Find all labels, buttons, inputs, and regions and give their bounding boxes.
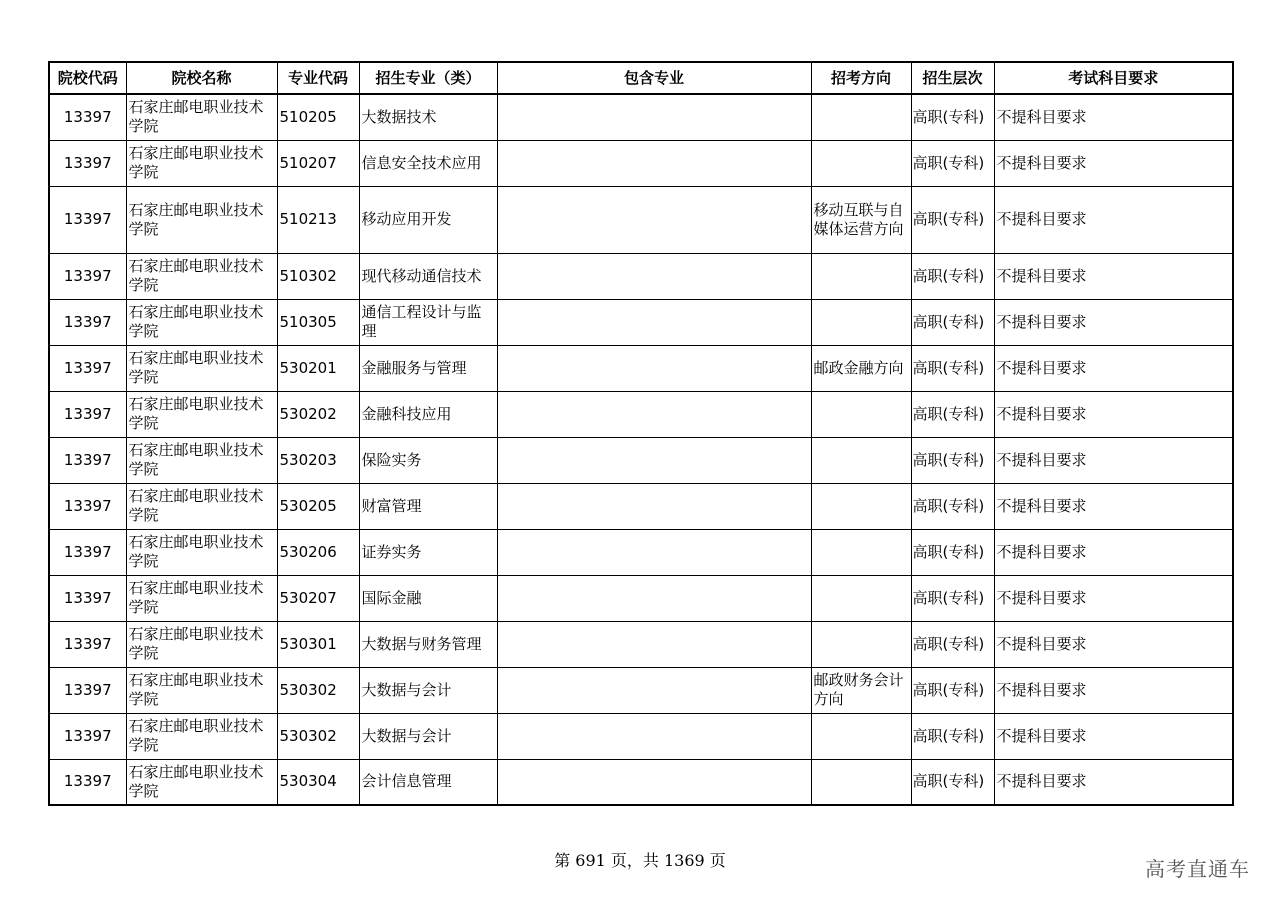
cell-major-code: 510302 <box>277 253 359 299</box>
table-row <box>49 759 1233 805</box>
cell-exam-requirement: 不提科目要求 <box>994 713 1233 759</box>
table-row <box>49 621 1233 667</box>
cell-school-name: 石家庄邮电职业技术学院 <box>126 253 277 299</box>
cell-school-name: 石家庄邮电职业技术学院 <box>126 713 277 759</box>
cell-exam-requirement: 不提科目要求 <box>994 186 1233 253</box>
header-school-code: 院校代码 <box>49 62 126 94</box>
cell-included-majors <box>497 299 811 345</box>
cell-exam-requirement: 不提科目要求 <box>994 529 1233 575</box>
cell-direction <box>811 483 911 529</box>
cell-major: 大数据技术 <box>359 94 497 140</box>
cell-major: 信息安全技术应用 <box>359 140 497 186</box>
cell-school-name: 石家庄邮电职业技术学院 <box>126 759 277 805</box>
cell-school-name: 石家庄邮电职业技术学院 <box>126 94 277 140</box>
table-row <box>49 253 1233 299</box>
cell-level: 高职(专科) <box>911 299 994 345</box>
table-row <box>49 186 1233 253</box>
cell-major: 大数据与会计 <box>359 713 497 759</box>
header-school-name: 院校名称 <box>126 62 277 94</box>
cell-exam-requirement: 不提科目要求 <box>994 391 1233 437</box>
cell-major-code: 510213 <box>277 186 359 253</box>
cell-exam-requirement: 不提科目要求 <box>994 621 1233 667</box>
table-row <box>49 299 1233 345</box>
cell-school-code: 13397 <box>49 299 126 345</box>
cell-school-code: 13397 <box>49 94 126 140</box>
table-row <box>49 345 1233 391</box>
cell-major: 移动应用开发 <box>359 186 497 253</box>
cell-included-majors <box>497 437 811 483</box>
cell-direction: 邮政金融方向 <box>811 345 911 391</box>
cell-school-name: 石家庄邮电职业技术学院 <box>126 140 277 186</box>
cell-school-name: 石家庄邮电职业技术学院 <box>126 667 277 713</box>
cell-included-majors <box>497 186 811 253</box>
cell-exam-requirement: 不提科目要求 <box>994 667 1233 713</box>
admissions-table <box>48 61 1234 806</box>
cell-major: 会计信息管理 <box>359 759 497 805</box>
cell-school-code: 13397 <box>49 140 126 186</box>
cell-included-majors <box>497 253 811 299</box>
cell-level: 高职(专科) <box>911 345 994 391</box>
cell-major: 大数据与财务管理 <box>359 621 497 667</box>
cell-included-majors <box>497 94 811 140</box>
cell-direction: 移动互联与自媒体运营方向 <box>811 186 911 253</box>
cell-major-code: 530302 <box>277 713 359 759</box>
cell-level: 高职(专科) <box>911 391 994 437</box>
cell-direction <box>811 140 911 186</box>
cell-school-name: 石家庄邮电职业技术学院 <box>126 345 277 391</box>
cell-level: 高职(专科) <box>911 529 994 575</box>
cell-school-name: 石家庄邮电职业技术学院 <box>126 621 277 667</box>
header-exam-requirement: 考试科目要求 <box>994 62 1233 94</box>
cell-included-majors <box>497 391 811 437</box>
cell-school-code: 13397 <box>49 391 126 437</box>
cell-major: 金融科技应用 <box>359 391 497 437</box>
cell-major-code: 530203 <box>277 437 359 483</box>
table-row <box>49 575 1233 621</box>
cell-school-code: 13397 <box>49 759 126 805</box>
cell-major: 现代移动通信技术 <box>359 253 497 299</box>
cell-school-code: 13397 <box>49 575 126 621</box>
cell-level: 高职(专科) <box>911 667 994 713</box>
cell-school-code: 13397 <box>49 345 126 391</box>
cell-school-code: 13397 <box>49 483 126 529</box>
watermark: 高考直通车 <box>1145 857 1250 881</box>
cell-level: 高职(专科) <box>911 186 994 253</box>
cell-major: 通信工程设计与监理 <box>359 299 497 345</box>
page-number: 第 691 页，共 1369 页 <box>554 851 726 870</box>
header-major: 招生专业（类） <box>359 62 497 94</box>
cell-major: 国际金融 <box>359 575 497 621</box>
cell-direction <box>811 529 911 575</box>
cell-school-name: 石家庄邮电职业技术学院 <box>126 299 277 345</box>
cell-major: 财富管理 <box>359 483 497 529</box>
cell-school-code: 13397 <box>49 713 126 759</box>
cell-major: 金融服务与管理 <box>359 345 497 391</box>
cell-exam-requirement: 不提科目要求 <box>994 345 1233 391</box>
table-row <box>49 94 1233 140</box>
cell-exam-requirement: 不提科目要求 <box>994 94 1233 140</box>
cell-major-code: 510207 <box>277 140 359 186</box>
cell-exam-requirement: 不提科目要求 <box>994 759 1233 805</box>
header-included-majors: 包含专业 <box>497 62 811 94</box>
cell-level: 高职(专科) <box>911 140 994 186</box>
cell-school-code: 13397 <box>49 253 126 299</box>
cell-school-name: 石家庄邮电职业技术学院 <box>126 529 277 575</box>
cell-included-majors <box>497 483 811 529</box>
cell-direction <box>811 575 911 621</box>
cell-school-code: 13397 <box>49 437 126 483</box>
cell-school-code: 13397 <box>49 621 126 667</box>
cell-level: 高职(专科) <box>911 759 994 805</box>
cell-major: 证券实务 <box>359 529 497 575</box>
cell-level: 高职(专科) <box>911 713 994 759</box>
table-row <box>49 483 1233 529</box>
cell-direction <box>811 621 911 667</box>
cell-direction: 邮政财务会计方向 <box>811 667 911 713</box>
cell-school-name: 石家庄邮电职业技术学院 <box>126 391 277 437</box>
cell-exam-requirement: 不提科目要求 <box>994 140 1233 186</box>
cell-level: 高职(专科) <box>911 253 994 299</box>
header-major-code: 专业代码 <box>277 62 359 94</box>
cell-level: 高职(专科) <box>911 575 994 621</box>
cell-level: 高职(专科) <box>911 94 994 140</box>
cell-included-majors <box>497 621 811 667</box>
header-level: 招生层次 <box>911 62 994 94</box>
cell-school-code: 13397 <box>49 667 126 713</box>
cell-major-code: 530304 <box>277 759 359 805</box>
header-direction: 招考方向 <box>811 62 911 94</box>
cell-school-code: 13397 <box>49 186 126 253</box>
table-row <box>49 140 1233 186</box>
cell-school-code: 13397 <box>49 529 126 575</box>
table-row <box>49 529 1233 575</box>
cell-major-code: 530207 <box>277 575 359 621</box>
cell-direction <box>811 759 911 805</box>
cell-school-name: 石家庄邮电职业技术学院 <box>126 437 277 483</box>
cell-major: 保险实务 <box>359 437 497 483</box>
cell-exam-requirement: 不提科目要求 <box>994 253 1233 299</box>
cell-exam-requirement: 不提科目要求 <box>994 483 1233 529</box>
cell-included-majors <box>497 529 811 575</box>
cell-direction <box>811 299 911 345</box>
cell-direction <box>811 391 911 437</box>
cell-included-majors <box>497 667 811 713</box>
table-row <box>49 437 1233 483</box>
cell-major-code: 530301 <box>277 621 359 667</box>
cell-direction <box>811 94 911 140</box>
cell-school-name: 石家庄邮电职业技术学院 <box>126 483 277 529</box>
table-row <box>49 391 1233 437</box>
cell-direction <box>811 437 911 483</box>
cell-major-code: 530201 <box>277 345 359 391</box>
cell-level: 高职(专科) <box>911 483 994 529</box>
cell-direction <box>811 713 911 759</box>
cell-direction <box>811 253 911 299</box>
cell-major-code: 510305 <box>277 299 359 345</box>
table-body <box>49 94 1233 805</box>
table-row <box>49 713 1233 759</box>
cell-major-code: 530206 <box>277 529 359 575</box>
cell-included-majors <box>497 140 811 186</box>
cell-school-name: 石家庄邮电职业技术学院 <box>126 186 277 253</box>
cell-level: 高职(专科) <box>911 621 994 667</box>
cell-included-majors <box>497 575 811 621</box>
cell-school-name: 石家庄邮电职业技术学院 <box>126 575 277 621</box>
cell-included-majors <box>497 759 811 805</box>
cell-exam-requirement: 不提科目要求 <box>994 575 1233 621</box>
table-header-row <box>49 62 1233 94</box>
cell-major-code: 530202 <box>277 391 359 437</box>
table-row <box>49 667 1233 713</box>
cell-level: 高职(专科) <box>911 437 994 483</box>
cell-exam-requirement: 不提科目要求 <box>994 437 1233 483</box>
cell-major-code: 530302 <box>277 667 359 713</box>
cell-included-majors <box>497 713 811 759</box>
cell-included-majors <box>497 345 811 391</box>
cell-exam-requirement: 不提科目要求 <box>994 299 1233 345</box>
cell-major-code: 530205 <box>277 483 359 529</box>
cell-major-code: 510205 <box>277 94 359 140</box>
cell-major: 大数据与会计 <box>359 667 497 713</box>
